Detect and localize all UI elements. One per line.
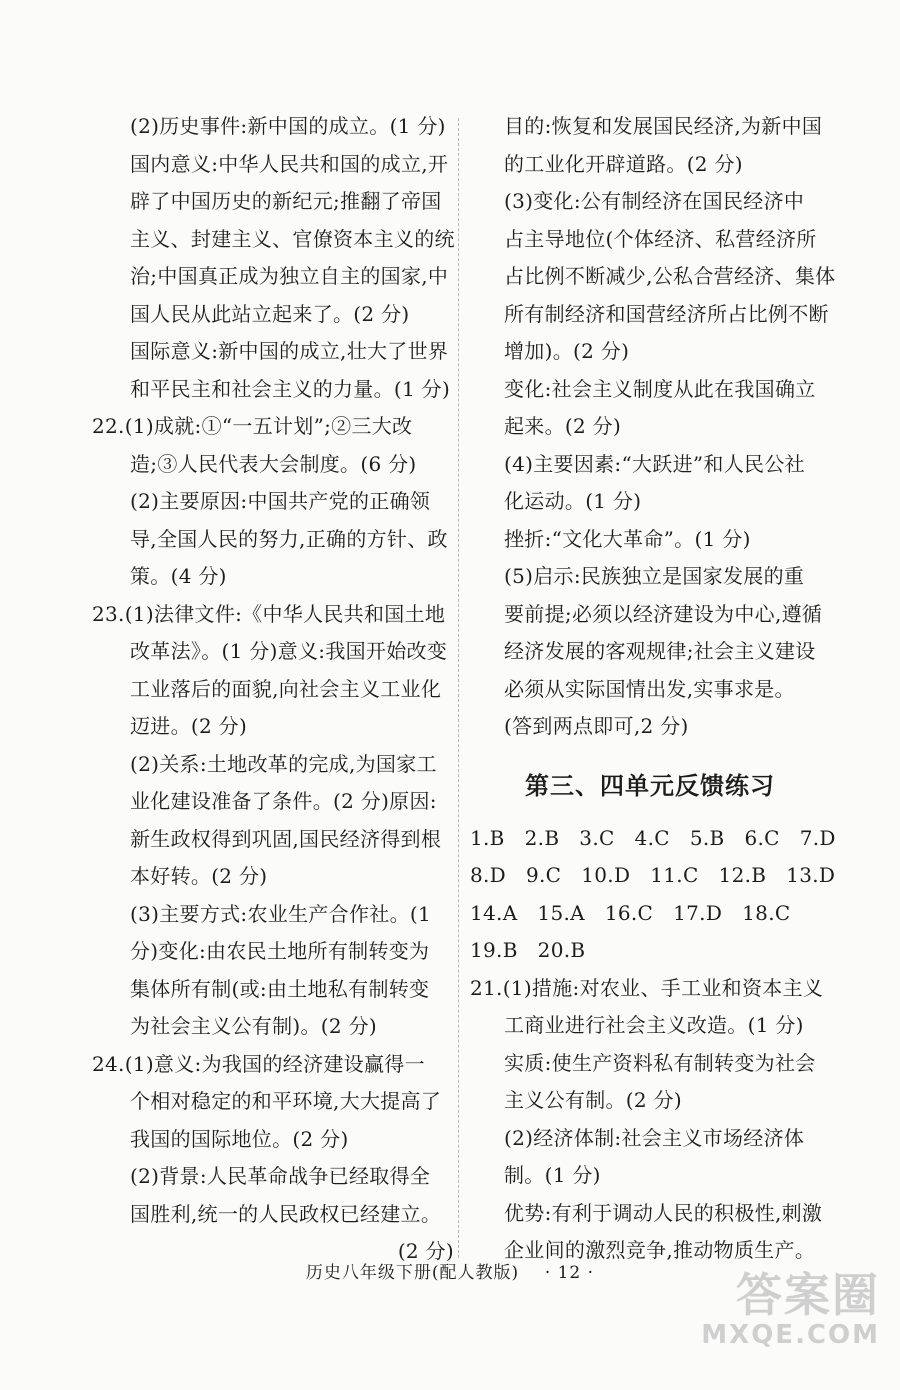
text-line: 业化建设准备了条件。(2 分)原因:	[130, 789, 437, 813]
text-line: 迈进。(2 分)	[130, 714, 248, 738]
page-number: · 12 ·	[544, 1263, 595, 1283]
text-line: 经济发展的客观规律;社会主义建设	[504, 639, 816, 663]
answer-row: 14.A 15.A 16.C 17.D 18.C	[470, 900, 791, 925]
text-line: 工商业进行社会主义改造。(1 分)	[504, 1013, 804, 1037]
text-line: 23.(1)法律文件:《中华人民共和国土地	[92, 601, 446, 626]
text-line: 变化:社会主义制度从此在我国确立	[504, 376, 816, 401]
text-line: 挫折:“文化大革命”。(1 分)	[504, 526, 751, 551]
text-line: 的工业化开辟道路。(2 分)	[504, 151, 743, 176]
text-line: (2)主要原因:中国共产党的正确领	[130, 489, 431, 513]
text-line: 和平民主和社会主义的力量。(1 分)	[130, 376, 451, 401]
text-line: (答到两点即可,2 分)	[504, 714, 689, 738]
text-line: 国内意义:中华人民共和国的成立,开	[130, 151, 449, 176]
text-line: 改革法》。(1 分)意义:我国开始改变	[130, 639, 448, 663]
section-heading: 第三、四单元反馈练习	[525, 771, 775, 800]
text-line: 要前提;必须以经济建设为中心,遵循	[504, 601, 823, 626]
text-line: (2)历史事件:新中国的成立。(1 分)	[130, 114, 446, 138]
text-line: 本好转。(2 分)	[130, 864, 268, 888]
text-line: 目的:恢复和发展国民经济,为新中国	[504, 114, 823, 138]
left-column	[92, 108, 454, 1271]
text-line: (2)关系:土地改革的完成,为国家工	[130, 751, 437, 776]
text-line: 优势:有利于调动人民的积极性,刺激	[504, 1200, 823, 1225]
text-line: 占比例不断减少,公私合营经济、集体	[504, 264, 836, 288]
text-line: 造;③人民代表大会制度。(6 分)	[130, 451, 417, 476]
text-line: 企业间的激烈竞争,推动物质生产。	[504, 1238, 816, 1262]
text-line: (4)主要因素:“大跃进”和人民公社	[504, 451, 805, 476]
text-line: 国胜利,统一的人民政权已经建立。	[130, 1201, 442, 1226]
text-line: (2)经济体制:社会主义市场经济体	[504, 1125, 805, 1150]
text-line: (3)变化:公有制经济在国民经济中	[504, 189, 805, 213]
text-line: 化运动。(1 分)	[504, 489, 642, 513]
text-line: 必须从实际国情出发,实事求是。	[504, 676, 795, 701]
text-line: 增加)。(2 分)	[504, 339, 630, 363]
text-line: 起来。(2 分)	[504, 414, 622, 438]
text-line: 辟了中国历史的新纪元;推翻了帝国	[130, 189, 442, 213]
text-line: 22.(1)成就:①“一五计划”;②三大改	[92, 414, 413, 438]
text-line: 主义、封建主义、官僚资本主义的统	[130, 226, 455, 251]
right-column-bottom-text	[470, 970, 830, 1270]
text-line: 治;中国真正成为独立自主的国家,中	[130, 264, 449, 288]
text-line: (5)启示:民族独立是国家发展的重	[504, 564, 805, 588]
right-column	[470, 108, 836, 1270]
multiple-choice-answers	[470, 820, 836, 970]
text-line: 国人民从此站立起来了。(2 分)	[130, 301, 410, 326]
text-line: 所有制经济和国营经济所占比例不断	[504, 301, 829, 326]
text-line: 占主导地位(个体经济、私营经济所	[504, 226, 817, 251]
text-line: 集体所有制(或:由土地私有制转变	[130, 976, 430, 1001]
answer-row: 1.B 2.B 3.C 4.C 5.B 6.C 7.D	[470, 825, 836, 850]
answer-row: 19.B 20.B	[470, 938, 586, 962]
text-line: 实质:使生产资料私有制转变为社会	[504, 1050, 816, 1075]
text-line: (3)主要方式:农业生产合作社。(1	[130, 901, 431, 926]
book-title: 历史八年级下册(配人教版)	[305, 1263, 520, 1283]
watermark	[700, 1270, 880, 1360]
watermark-logo: 答案圈	[736, 1268, 880, 1322]
text-line: 新生政权得到巩固,国民经济得到根	[130, 826, 442, 851]
text-line: 24.(1)意义:为我国的经济建设赢得一	[92, 1051, 425, 1076]
text-line: 策。(4 分)	[130, 564, 227, 588]
text-line: 我国的国际地位。(2 分)	[130, 1126, 349, 1151]
column-divider	[458, 118, 459, 1258]
answer-row: 8.D 9.C 10.D 11.C 12.B 13.D	[470, 863, 836, 887]
right-column-top-text	[470, 108, 836, 746]
text-line: (2)背景:人民革命战争已经取得全	[130, 1164, 431, 1188]
text-line: 分)变化:由农民土地所有制转变为	[130, 939, 430, 963]
text-line: 为社会主义公有制)。(2 分)	[130, 1014, 377, 1038]
text-line: 国际意义:新中国的成立,壮大了世界	[130, 339, 449, 363]
text-line: 主义公有制。(2 分)	[504, 1088, 682, 1112]
text-line: 工业落后的面貌,向社会主义工业化	[130, 676, 442, 701]
watermark-url: MXQE.COM	[701, 1320, 880, 1350]
text-line: (2 分)	[397, 1239, 454, 1263]
text-line: 21.(1)措施:对农业、手工业和资本主义	[470, 975, 824, 1000]
text-line: 制。(1 分)	[504, 1163, 601, 1187]
text-line: 导,全国人民的努力,正确的方针、政	[130, 526, 448, 551]
text-line: 个相对稳定的和平环境,大大提高了	[130, 1089, 442, 1113]
